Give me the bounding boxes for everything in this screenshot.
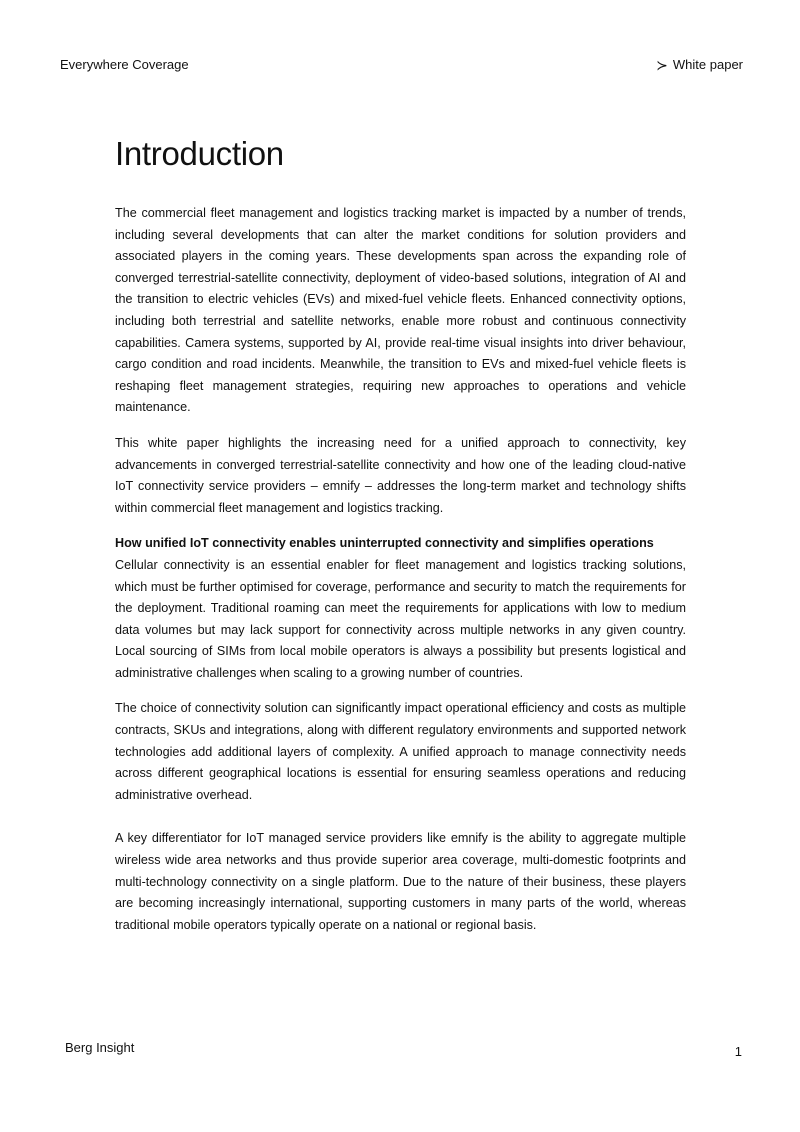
header-document-type-label: White paper [672, 57, 743, 72]
section-unified-connectivity [115, 533, 686, 684]
section-subheading: How unified IoT connectivity enables uninterrupted connectivity and simplifies operations [115, 536, 654, 551]
footer-company: Berg Insight [65, 1040, 135, 1055]
page-number: 1 [734, 1044, 742, 1059]
arrow-right-icon: ≻ [656, 57, 668, 73]
paragraph-intro: The commercial fleet management and logistics tracking market is impacted by a number of trends, including several developments that can alter the market conditions for solution providers and associated players in the coming years. These developments span across the expanding role of converged terrestrial-satellite connectivity, deployment of video-based solutions, integration of AI and the transition to electric vehicles (EVs) and mixed-fuel vehicle fleets. Enhanced connectivity options, including both terrestrial and satellite networks, enable more robust and continuous connectivity capabilities. Camera systems, supported by AI, provide real-time visual insights into driver behaviour, cargo condition and road incidents. Meanwhile, the transition to EVs and mixed-fuel vehicle fleets is reshaping fleet management strategies, requiring new approaches to operations and vehicle maintenance. [115, 206, 686, 415]
paragraph-cellular-connectivity: Cellular connectivity is an essential enabler for fleet management and logistics tracking solutions, which must be further optimised for coverage, performance and security to match the requirements for the deployment. Traditional roaming can meet the requirements for applications with low to medium data volumes but may lack support for connectivity across multiple networks in any given country. Local sourcing of SIMs from local mobile operators is always a possibility but presents logistical and administrative challenges when scaling to a growing number of countries. [115, 557, 686, 680]
header-document-type [656, 57, 743, 73]
paragraph-connectivity-choice: The choice of connectivity solution can significantly impact operational efficiency and costs as multiple contracts, SKUs and integrations, along with different regulatory environments and supported network technologies add additional layers of complexity. A unified approach to manage connectivity needs across different geographical locations is essential for ensuring seamless operations and reducing administrative overhead. [115, 701, 686, 802]
page-title: Introduction [115, 135, 284, 172]
header-document-title: Everywhere Coverage [60, 57, 189, 72]
main-content [115, 133, 686, 950]
paragraph-white-paper-scope: This white paper highlights the increasing need for a unified approach to connectivity, key advancements in converged terrestrial-satellite connectivity and how one of the leading cloud-native IoT connectivity service providers – emnify – addresses the long-term market and technology shifts within commercial fleet management and logistics tracking. [115, 435, 686, 515]
paragraph-key-differentiator: A key differentiator for IoT managed service providers like emnify is the ability to aggregate multiple wireless wide area networks and thus provide superior area coverage, multi-domestic footprints and multi-technology connectivity on a single platform. Due to the nature of their business, these players are becoming increasingly international, supporting customers in many parts of the world, whereas traditional mobile operators typically operate on a national or regional basis. [115, 831, 686, 932]
